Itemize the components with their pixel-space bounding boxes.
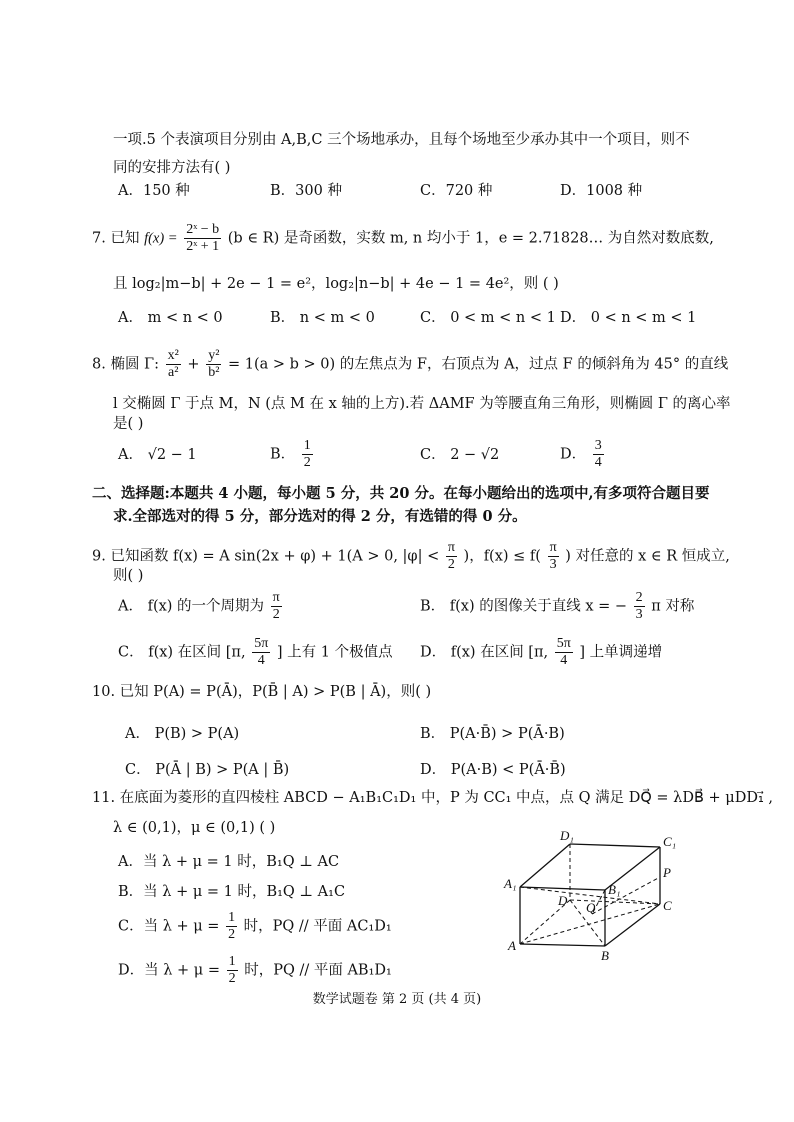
label-c1: C₁ [663,834,677,849]
q8-fraction-y-numerator: y² [208,348,220,363]
q7-fraction-denominator: 2ˣ + 1 [186,239,220,254]
label-d: D [558,893,568,908]
q8-option-b-fraction [302,438,313,471]
q6-option-b: B．300 种 [270,183,342,199]
q11-line2: λ ∈ (0,1)，μ ∈ (0,1) ( ) [113,820,276,836]
q11-option-c-denominator: 2 [228,927,236,942]
q9-option-c-text: C． f(x) 在区间 [π, [118,644,246,661]
q8-number: 8. 椭圆 Γ: [92,356,159,373]
q8-option-d-denominator: 4 [594,455,602,470]
q9-option-a-text: A． f(x) 的一个周期为 [118,598,265,615]
q9-option-c-denominator: 4 [257,653,265,668]
q9-line1 [92,540,730,573]
q9-option-d-denominator: 4 [560,653,568,668]
label-c: C [663,898,672,913]
section2-heading-line2: 求.全部选对的得 5 分，部分选对的得 2 分，有选错的得 0 分。 [113,508,527,525]
q8-option-d-numerator: 3 [594,438,602,453]
q9-option-b-post: π 对称 [651,598,695,615]
q7-option-a: A． m < n < 0 [118,310,223,326]
q7-number: 7. 已知 [92,230,140,247]
q8-option-a: A． √2 − 1 [118,447,197,463]
q11-option-a: A．当 λ + μ = 1 时，B₁Q ⊥ AC [118,854,340,870]
q6-option-a: A．150 种 [118,183,190,199]
q9-fraction-arg-numerator: π [549,540,557,555]
q9-fraction-phi-numerator: π [447,540,455,555]
q9-mid: )，f(x) ≤ f( [463,548,541,565]
q8-option-b-numerator: 1 [303,438,311,453]
q9-option-d [420,636,662,669]
q11-option-d-text: D．当 λ + μ = [118,962,220,979]
q9-option-b-text: B． f(x) 的图像关于直线 x = − [420,598,628,615]
q9-option-b [420,590,694,623]
q8-option-b [270,438,315,471]
label-a1: A₁ [504,876,517,891]
q9-option-c-fraction [252,636,270,669]
q9-option-a [118,590,284,623]
q9-option-d-fraction [555,636,573,669]
q10-line1: 10. 已知 P(A) = P(Ā)，P(B̄ | A) > P(B | Ā)，则( ) [92,684,432,700]
q7-fraction [184,222,221,255]
edge-qp [592,877,660,914]
q10-option-a: A． P(B) > P(A) [125,726,240,742]
q8-option-d-fraction [593,438,604,471]
prism-hidden-edges [520,844,660,946]
label-q: Q [586,900,596,915]
q8-option-d-label: D． [560,446,587,463]
q9-pre: 9. 已知函数 f(x) = A sin(2x + φ) + 1(A > 0, |φ| < [92,548,440,565]
prism-figure [500,822,690,962]
label-d1: D₁ [560,828,574,843]
q9-option-d-numerator: 5π [556,636,571,651]
label-b: B [601,948,609,962]
q11-option-c [118,910,392,943]
q7-line1 [92,222,714,255]
q9-option-b-fraction [634,590,645,623]
q7-rest: (b ∈ R) 是奇函数，实数 m, n 均小于 1，e = 2.71828… 为自然对数底数, [227,230,714,247]
q6-line1: 一项.5 个表演项目分别由 A,B,C 三个场地承办，且每个场地至少承办其中一个项目，则不 [113,132,690,148]
q8-line1 [92,348,728,381]
q8-fraction-x-denominator: a² [168,365,179,380]
q11-option-d-post: 时，PQ // 平面 AB₁D₁ [244,962,392,979]
q11-option-d [118,954,392,987]
q8-option-b-label: B． [270,446,296,463]
q9-option-c [118,636,393,669]
q11-option-c-numerator: 1 [228,910,236,925]
edge-bc [605,904,660,946]
q9-option-c-numerator: 5π [254,636,269,651]
edge-a1d1 [520,844,570,887]
q9-option-a-numerator: π [272,590,280,605]
q11-option-d-denominator: 2 [228,971,236,986]
q9-fraction-arg [548,540,559,573]
label-b1: B₁ [608,882,621,897]
q11-line1: 11. 在底面为菱形的直四棱柱 ABCD − A₁B₁C₁D₁ 中，P 为 CC₁ 中点，点 Q 满足 DQ⃗ = λDB⃗ + μDD₁⃗ , [92,790,774,806]
q11-option-c-fraction [226,910,237,943]
q8-option-c: C． 2 − √2 [420,447,500,463]
q9-fraction-phi-denominator: 2 [447,557,455,572]
q11-option-c-text: C．当 λ + μ = [118,918,220,935]
q9-post: ) 对任意的 x ∈ R 恒成立, [565,548,730,565]
q9-option-b-numerator: 2 [635,590,643,605]
q8-option-d [560,438,606,471]
q8-line2: l 交椭圆 Γ 于点 M，N (点 M 在 x 轴的上方).若 ΔAMF 为等腰直角三角形，则椭圆 Γ 的离心率 [113,396,731,412]
q7-option-b: B． n < m < 0 [270,310,375,326]
section2-heading-line1: 二、选择题:本题共 4 小题，每小题 5 分，共 20 分。在每小题给出的选项中,有多项符合题目要 [92,485,710,502]
q8-fraction-x [166,348,181,381]
q7-fraction-numerator: 2ˣ − b [186,222,220,237]
q7-option-d: D． 0 < n < m < 1 [560,310,697,326]
q9-option-d-text: D． f(x) 在区间 [π, [420,644,549,661]
q8-fraction-y-denominator: b² [208,365,220,380]
q9-option-b-denominator: 3 [635,607,643,622]
q6-option-d: D．1008 种 [560,183,643,199]
q8-line3: 是( ) [113,416,144,432]
q8-fraction-y [206,348,221,381]
q8-option-b-denominator: 2 [303,455,311,470]
q9-option-a-denominator: 2 [272,607,280,622]
label-a: A [508,938,516,953]
q10-option-c: C． P(Ā | B) > P(A | B̄) [125,762,290,778]
q6-line2: 同的安排方法有( ) [113,160,231,176]
q10-option-b: B． P(A·B̄) > P(Ā·B) [420,726,565,742]
q8-rest: = 1(a > b > 0) 的左焦点为 F，右顶点为 A，过点 F 的倾斜角为 45° 的直线 [228,356,729,373]
edge-d1c1 [570,844,660,847]
q8-plus: + [187,356,200,373]
q9-option-d-post: ] 上单调递增 [579,644,663,661]
q7-line2: 且 log₂|m−b| + 2e − 1 = e²，log₂|n−b| + 4e − 1 = 4e²，则 ( ) [113,276,559,292]
q9-option-a-fraction [271,590,282,623]
edge-ab [520,944,605,946]
label-p: P [663,865,671,880]
q7-option-c: C． 0 < m < n < 1 [420,310,556,326]
edge-b1a1 [520,887,605,890]
q8-fraction-x-numerator: x² [167,348,179,363]
q9-fraction-phi [446,540,457,573]
q10-option-d: D． P(A·B) < P(Ā·B̄) [420,762,566,778]
q7-function: f(x) = [144,230,178,247]
q9-option-c-post: ] 上有 1 个极值点 [276,644,393,661]
page-footer: 数学试题卷 第 2 页 (共 4 页) [312,992,482,1007]
q11-option-d-numerator: 1 [228,954,236,969]
q11-option-d-fraction [227,954,238,987]
q11-option-c-post: 时，PQ // 平面 AC₁D₁ [243,918,392,935]
q9-line2: 则( ) [113,568,144,584]
q11-option-b: B．当 λ + μ = 1 时，B₁Q ⊥ A₁C [118,884,346,900]
q9-fraction-arg-denominator: 3 [549,557,557,572]
q6-option-c: C．720 种 [420,183,493,199]
